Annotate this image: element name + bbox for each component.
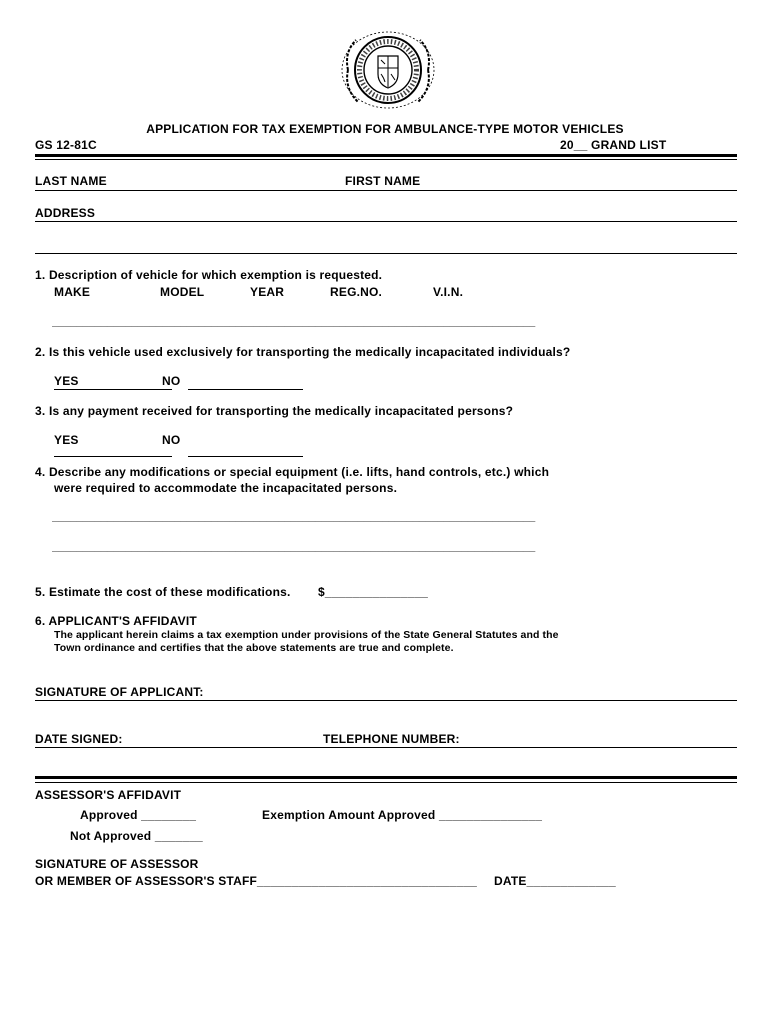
assessor-staff-signature-field[interactable]: OR MEMBER OF ASSESSOR'S STAFF________________________________ — [35, 874, 477, 888]
header-divider — [35, 154, 737, 157]
q6-affidavit-line1: The applicant herein claims a tax exemption under provisions of the State General Statutes and the — [54, 629, 559, 641]
date-signed-label: DATE SIGNED: — [35, 732, 123, 746]
address-field-line-2[interactable] — [35, 253, 737, 254]
address-label: ADDRESS — [35, 206, 96, 220]
signature-applicant-label: SIGNATURE OF APPLICANT: — [35, 685, 204, 699]
date-telephone-field[interactable] — [35, 747, 737, 748]
q3-yes-label: YES — [54, 433, 79, 447]
q1-vehicle-field[interactable]: _______________________________________________________________________________ — [52, 316, 536, 328]
q4-text-line1: 4. Describe any modifications or special equipment (i.e. lifts, hand controls, etc.) which — [35, 465, 550, 479]
address-field-line-1[interactable] — [35, 221, 737, 222]
q4-text-line2: were required to accommodate the incapacitated persons. — [54, 481, 398, 495]
assessor-divider-thin — [35, 782, 737, 783]
q3-text: 3. Is any payment received for transporting the medically incapacitated persons? — [35, 404, 514, 418]
assessor-not-approved-field[interactable]: Not Approved _______ — [70, 829, 203, 843]
signature-applicant-field[interactable] — [35, 700, 737, 701]
telephone-label: TELEPHONE NUMBER: — [323, 732, 460, 746]
assessor-approved-field[interactable]: Approved ________ — [80, 808, 197, 822]
q1-col-make: MAKE — [54, 285, 91, 299]
assessor-signature-label: SIGNATURE OF ASSESSOR — [35, 857, 199, 871]
last-name-label: LAST NAME — [35, 174, 107, 188]
q2-no-field[interactable] — [188, 389, 303, 390]
q4-modifications-field-1[interactable]: _______________________________________________________________________________ — [52, 511, 536, 523]
q2-no-label: NO — [162, 374, 181, 388]
q3-yes-field[interactable] — [54, 456, 172, 457]
q2-text: 2. Is this vehicle used exclusively for transporting the medically incapacitated individuals? — [35, 345, 571, 359]
town-seal-logo — [340, 30, 436, 110]
first-name-label: FIRST NAME — [345, 174, 421, 188]
assessor-date-field[interactable]: DATE_____________ — [494, 874, 616, 888]
q3-no-field[interactable] — [188, 456, 303, 457]
assessor-divider — [35, 776, 737, 779]
q5-text: 5. Estimate the cost of these modifications. — [35, 585, 291, 599]
q5-cost-field[interactable]: $_______________ — [318, 585, 428, 599]
header-divider-thin — [35, 159, 737, 160]
form-code: GS 12-81C — [35, 138, 97, 152]
assessor-exemption-amount-field[interactable]: Exemption Amount Approved _______________ — [262, 808, 543, 822]
q1-text: 1. Description of vehicle for which exemption is requested. — [35, 268, 383, 282]
q6-affidavit-line2: Town ordinance and certifies that the above statements are true and complete. — [54, 642, 454, 654]
name-field-line[interactable] — [35, 190, 737, 191]
q4-modifications-field-2[interactable]: _______________________________________________________________________________ — [52, 541, 536, 553]
q1-col-vin: V.I.N. — [433, 285, 464, 299]
q1-col-model: MODEL — [160, 285, 205, 299]
assessor-title: ASSESSOR'S AFFIDAVIT — [35, 788, 182, 802]
q1-col-year: YEAR — [250, 285, 285, 299]
grand-list: 20__ GRAND LIST — [560, 138, 667, 152]
form-title: APPLICATION FOR TAX EXEMPTION FOR AMBULANCE-TYPE MOTOR VEHICLES — [146, 122, 624, 136]
q6-title: 6. APPLICANT'S AFFIDAVIT — [35, 614, 197, 628]
q2-yes-field[interactable] — [54, 389, 172, 390]
q3-no-label: NO — [162, 433, 181, 447]
q1-col-regno: REG.NO. — [330, 285, 383, 299]
q2-yes-label: YES — [54, 374, 79, 388]
